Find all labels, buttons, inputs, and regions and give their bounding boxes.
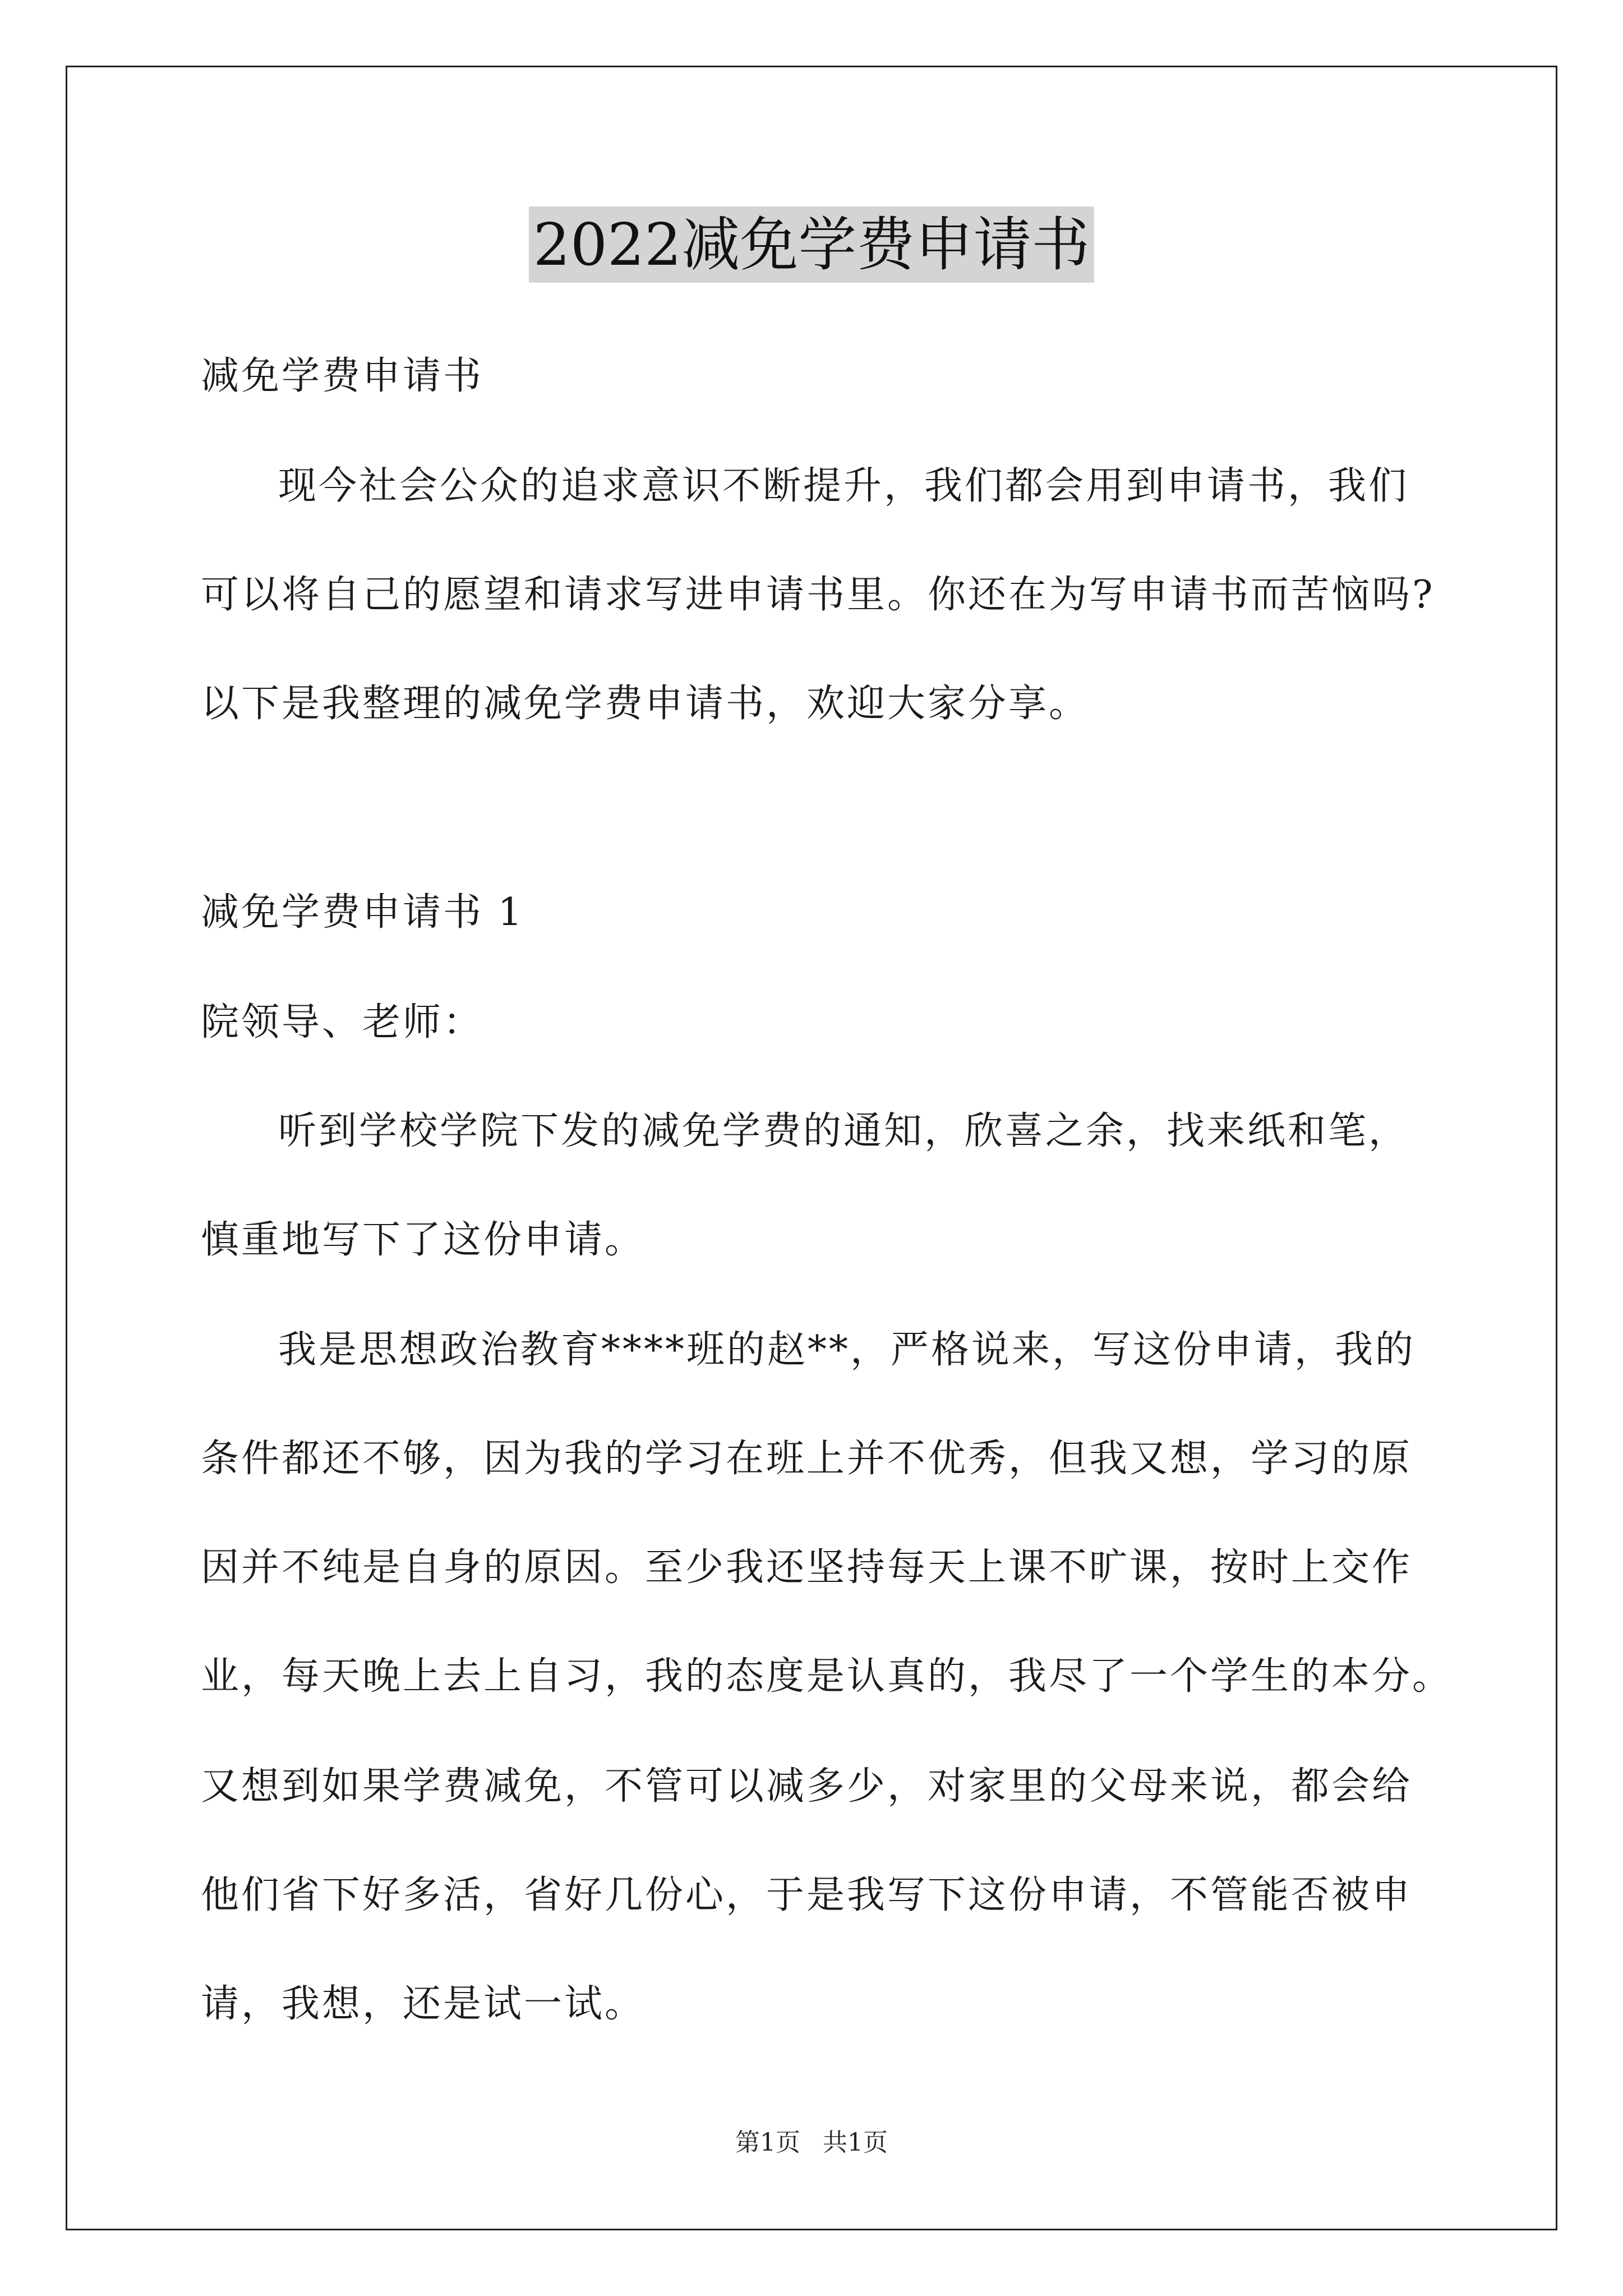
paragraph2-line-5: 又想到如果学费减免，不管可以减多少，对家里的父母来说，都会给 [201, 1764, 1413, 1809]
section-heading: 减免学费申请书 1 [201, 890, 524, 935]
document-title [0, 206, 1623, 285]
intro-line-2: 可以将自己的愿望和请求写进申请书里。你还在为写申请书而苦恼吗? [201, 573, 1435, 617]
page-number: 第1页 [735, 2128, 800, 2157]
intro-line-1: 现今社会公众的追求意识不断提升，我们都会用到申请书，我们 [278, 464, 1409, 508]
paragraph2-line-3: 因并不纯是自身的原因。至少我还坚持每天上课不旷课，按时上交作 [201, 1545, 1413, 1590]
paragraph2-line-1: 我是思想政治教育****班的赵**，严格说来，写这份申请，我的 [278, 1328, 1416, 1372]
paragraph1-line-2: 慎重地写下了这份申请。 [201, 1218, 645, 1262]
salutation: 院领导、老师： [201, 1000, 484, 1045]
document-title-text: 2022减免学费申请书 [529, 206, 1095, 283]
paragraph2-line-6: 他们省下好多活，省好几份心，于是我写下这份申请，不管能否被申 [201, 1873, 1413, 1917]
page-footer [0, 2126, 1623, 2160]
paragraph2-line-7: 请，我想，还是试一试。 [201, 1982, 645, 2026]
subtitle: 减免学费申请书 [201, 354, 484, 398]
paragraph2-line-4: 业，每天晚上去上自习，我的态度是认真的，我尽了一个学生的本分。 [201, 1654, 1453, 1699]
intro-line-3: 以下是我整理的减免学费申请书，欢迎大家分享。 [201, 682, 1090, 726]
page-total: 共1页 [823, 2128, 888, 2157]
paragraph2-line-2: 条件都还不够，因为我的学习在班上并不优秀，但我又想，学习的原 [201, 1437, 1413, 1481]
paragraph1-line-1: 听到学校学院下发的减免学费的通知，欣喜之余，找来纸和笔， [278, 1109, 1409, 1153]
